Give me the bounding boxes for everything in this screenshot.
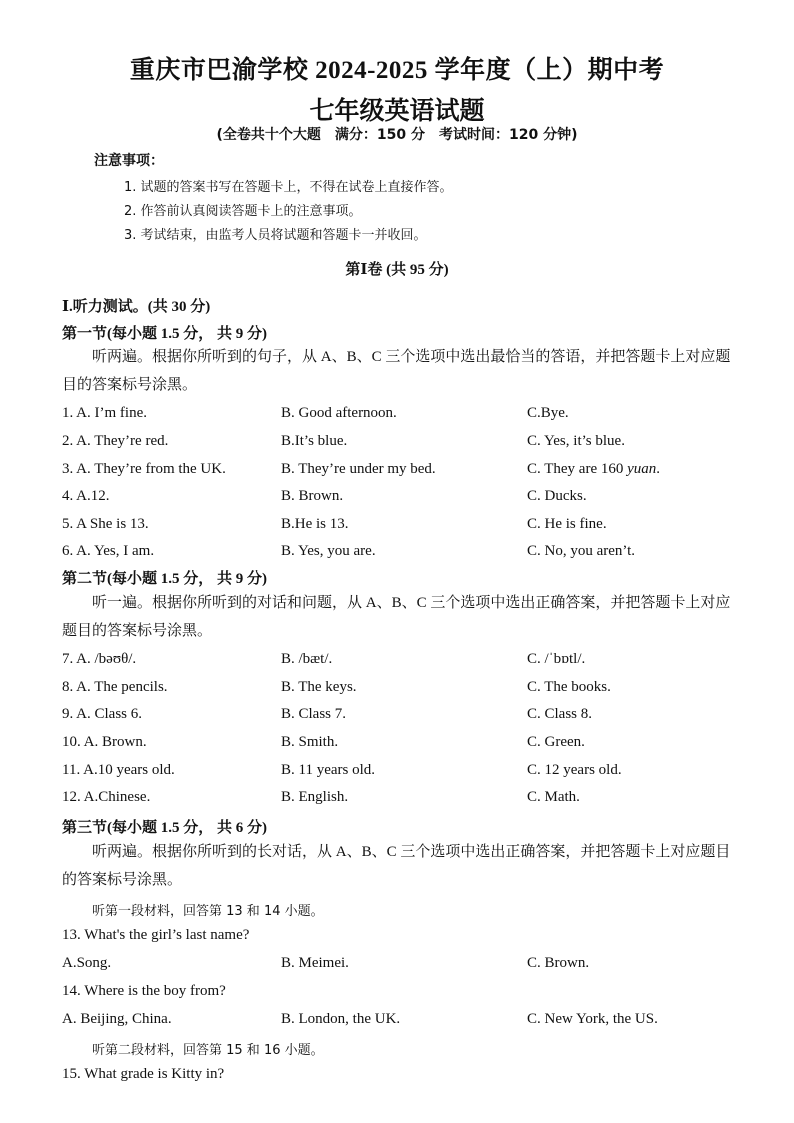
option-b: B.It’s blue. — [281, 433, 348, 449]
option-b: B. English. — [281, 789, 349, 805]
material-note: 听第二段材料，回答第 15 和 16 小题。 — [92, 1043, 324, 1058]
notice-item: 2. 作答前认真阅读答题卡上的注意事项。 — [124, 204, 362, 219]
exam-title: 重庆市巴渝学校 2024-2025 学年度（上）期中考 — [129, 57, 665, 84]
question-row — [0, 461, 794, 485]
option-c: C. No, you aren’t. — [527, 543, 636, 559]
exam-subtitle: 七年级英语试题 — [309, 98, 485, 125]
section-instruction: 听一遍。根据你所听到的对话和问题，从 A、B、C 三个选项中选出正确答案，并把答题卡上对应题目的答案标号涂黑。 — [62, 595, 731, 639]
question-row — [0, 789, 794, 813]
option-c: C. Yes, it’s blue. — [527, 433, 625, 449]
option-c: C. Green. — [527, 734, 585, 750]
option-b: B. Good afternoon. — [281, 405, 397, 421]
section-title: 第二节(每小题 1.5 分， 共 9 分) — [62, 571, 267, 587]
option-c: C. Brown. — [527, 955, 590, 971]
option-a: 8. A. The pencils. — [62, 679, 168, 695]
section-title: 第一节(每小题 1.5 分， 共 9 分) — [62, 326, 267, 342]
option-a: 9. A. Class 6. — [62, 706, 143, 722]
option-a: A. Beijing, China. — [62, 1011, 172, 1027]
question-row — [0, 405, 794, 429]
option-c: C. He is fine. — [527, 516, 607, 532]
option-a: 1. A. I’m fine. — [62, 405, 147, 421]
material-note: 听第一段材料，回答第 13 和 14 小题。 — [92, 904, 324, 919]
option-b: B. London, the UK. — [281, 1011, 401, 1027]
option-c: C. The books. — [527, 679, 611, 695]
option-b: B. Class 7. — [281, 706, 347, 722]
notice-item: 1. 试题的答案书写在答题卡上，不得在试卷上直接作答。 — [124, 180, 453, 195]
question-text: 14. Where is the boy from? — [62, 983, 226, 999]
option-a: 6. A. Yes, I am. — [62, 543, 155, 559]
option-b: B. /bæt/. — [281, 651, 333, 667]
option-a: 11. A.10 years old. — [62, 762, 175, 778]
question-row — [0, 543, 794, 567]
option-c — [527, 461, 660, 478]
option-a: 10. A. Brown. — [62, 734, 147, 750]
notice-title: 注意事项： — [94, 153, 164, 169]
option-a: 2. A. They’re red. — [62, 433, 169, 449]
question-row — [0, 433, 794, 457]
question-row — [0, 734, 794, 758]
exam-meta: (全卷共十个大题 满分：150 分 考试时间：120 分钟) — [216, 127, 578, 143]
option-a: 4. A.12. — [62, 488, 110, 504]
option-b: B. Brown. — [281, 488, 344, 504]
question-row — [0, 955, 794, 979]
option-c: C. Ducks. — [527, 488, 587, 504]
option-b: B. They’re under my bed. — [281, 461, 436, 477]
option-c-text: C. They are 160 — [527, 461, 628, 477]
option-a: 5. A She is 13. — [62, 516, 149, 532]
option-b: B.He is 13. — [281, 516, 349, 532]
option-c-italic: yuan — [627, 461, 657, 477]
section-instruction: 听两遍。根据你所听到的句子，从 A、B、C 三个选项中选出最恰当的答语，并把答题卡上对应题目的答案标号涂黑。 — [62, 349, 731, 393]
option-c: C. /ˈbɒtl/. — [527, 651, 586, 667]
option-c: C. New York, the US. — [527, 1011, 658, 1027]
option-c: C. Class 8. — [527, 706, 593, 722]
option-c: C. 12 years old. — [527, 762, 622, 778]
option-b: B. Yes, you are. — [281, 543, 376, 559]
option-c-tail: . — [656, 461, 661, 477]
option-c: C.Bye. — [527, 405, 569, 421]
question-row — [0, 706, 794, 730]
question-row — [0, 1011, 794, 1035]
volume-title: 第Ⅰ卷 (共 95 分) — [345, 262, 449, 278]
option-a: 12. A.Chinese. — [62, 789, 151, 805]
section-instruction: 听两遍。根据你所听到的长对话，从 A、B、C 三个选项中选出正确答案，并把答题卡上对应题目的答案标号涂黑。 — [62, 844, 731, 888]
option-b: B. Smith. — [281, 734, 339, 750]
section-title: 第三节(每小题 1.5 分， 共 6 分) — [62, 820, 267, 836]
question-row — [0, 762, 794, 786]
part-title: Ⅰ.听力测试。(共 30 分) — [62, 299, 211, 315]
option-a: A.Song. — [62, 955, 112, 971]
question-text: 15. What grade is Kitty in? — [62, 1066, 225, 1082]
question-row — [0, 651, 794, 675]
question-row — [0, 679, 794, 703]
option-b: B. The keys. — [281, 679, 357, 695]
option-a: 7. A. /bəʊθ/. — [62, 651, 137, 667]
question-text: 13. What's the girl’s last name? — [62, 927, 250, 943]
question-row — [0, 516, 794, 540]
question-row — [0, 488, 794, 512]
option-a: 3. A. They’re from the UK. — [62, 461, 226, 477]
notice-item: 3. 考试结束，由监考人员将试题和答题卡一并收回。 — [124, 228, 427, 243]
option-b: B. Meimei. — [281, 955, 349, 971]
option-c: C. Math. — [527, 789, 580, 805]
option-b: B. 11 years old. — [281, 762, 376, 778]
